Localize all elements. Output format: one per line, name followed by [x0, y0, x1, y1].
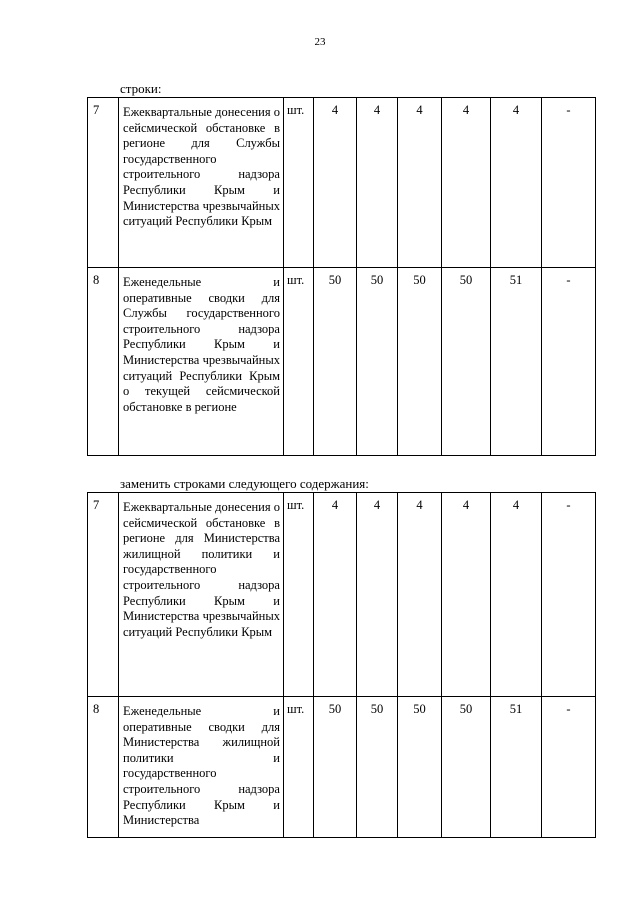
row-value: 4	[398, 98, 442, 268]
row-number: 7	[88, 493, 119, 697]
row-number: 8	[88, 268, 119, 456]
original-rows-table	[87, 97, 596, 456]
row-last-value: -	[542, 268, 596, 456]
row-value: 4	[442, 98, 491, 268]
row-value: 4	[357, 98, 398, 268]
row-value: 50	[314, 268, 357, 456]
table-row	[88, 493, 596, 697]
section-caption-original: строки:	[120, 81, 162, 96]
row-last-value: -	[542, 493, 596, 697]
row-description: Ежеквартальные донесения о сейсмической обстановке в регионе для Службы государственного строительного надзора Республики Крым и Министерства чрезвычайных ситуаций Республики Крым	[119, 98, 284, 268]
row-description: Еженедельные и оперативные сводки для Службы государственного строительного надзора Республики Крым и Министерства чрезвычайных ситуаций Республики Крым о текущей сейсмической обстановке в регионе	[119, 268, 284, 456]
table-row	[88, 268, 596, 456]
row-last-value: -	[542, 697, 596, 838]
row-value: 4	[357, 493, 398, 697]
row-value: 50	[442, 268, 491, 456]
table-row	[88, 697, 596, 838]
section-caption-replacement: заменить строками следующего содержания:	[120, 476, 369, 491]
row-value: 50	[357, 268, 398, 456]
row-value: 50	[398, 268, 442, 456]
row-description: Ежеквартальные донесения о сейсмической обстановке в регионе для Министерства жилищной политики и государственного строительного надзора Республики Крым и Министерства чрезвычайных ситуаций Республики Крым	[119, 493, 284, 697]
row-last-value: -	[542, 98, 596, 268]
row-value: 4	[442, 493, 491, 697]
row-value: 51	[491, 268, 542, 456]
row-unit: шт.	[284, 697, 314, 838]
row-value: 4	[491, 493, 542, 697]
row-number: 8	[88, 697, 119, 838]
row-unit: шт.	[284, 493, 314, 697]
row-value: 4	[314, 98, 357, 268]
row-unit: шт.	[284, 98, 314, 268]
row-value: 50	[442, 697, 491, 838]
row-value: 50	[314, 697, 357, 838]
row-value: 51	[491, 697, 542, 838]
row-number: 7	[88, 98, 119, 268]
row-value: 4	[398, 493, 442, 697]
table-row	[88, 98, 596, 268]
row-unit: шт.	[284, 268, 314, 456]
replacement-rows-table	[87, 492, 596, 838]
row-description: Еженедельные и оперативные сводки для Министерства жилищной политики и государственного строительного надзора Республики Крым и Министерства	[119, 697, 284, 838]
row-value: 50	[398, 697, 442, 838]
row-value: 4	[314, 493, 357, 697]
row-value: 4	[491, 98, 542, 268]
row-value: 50	[357, 697, 398, 838]
page-number: 23	[314, 36, 326, 48]
